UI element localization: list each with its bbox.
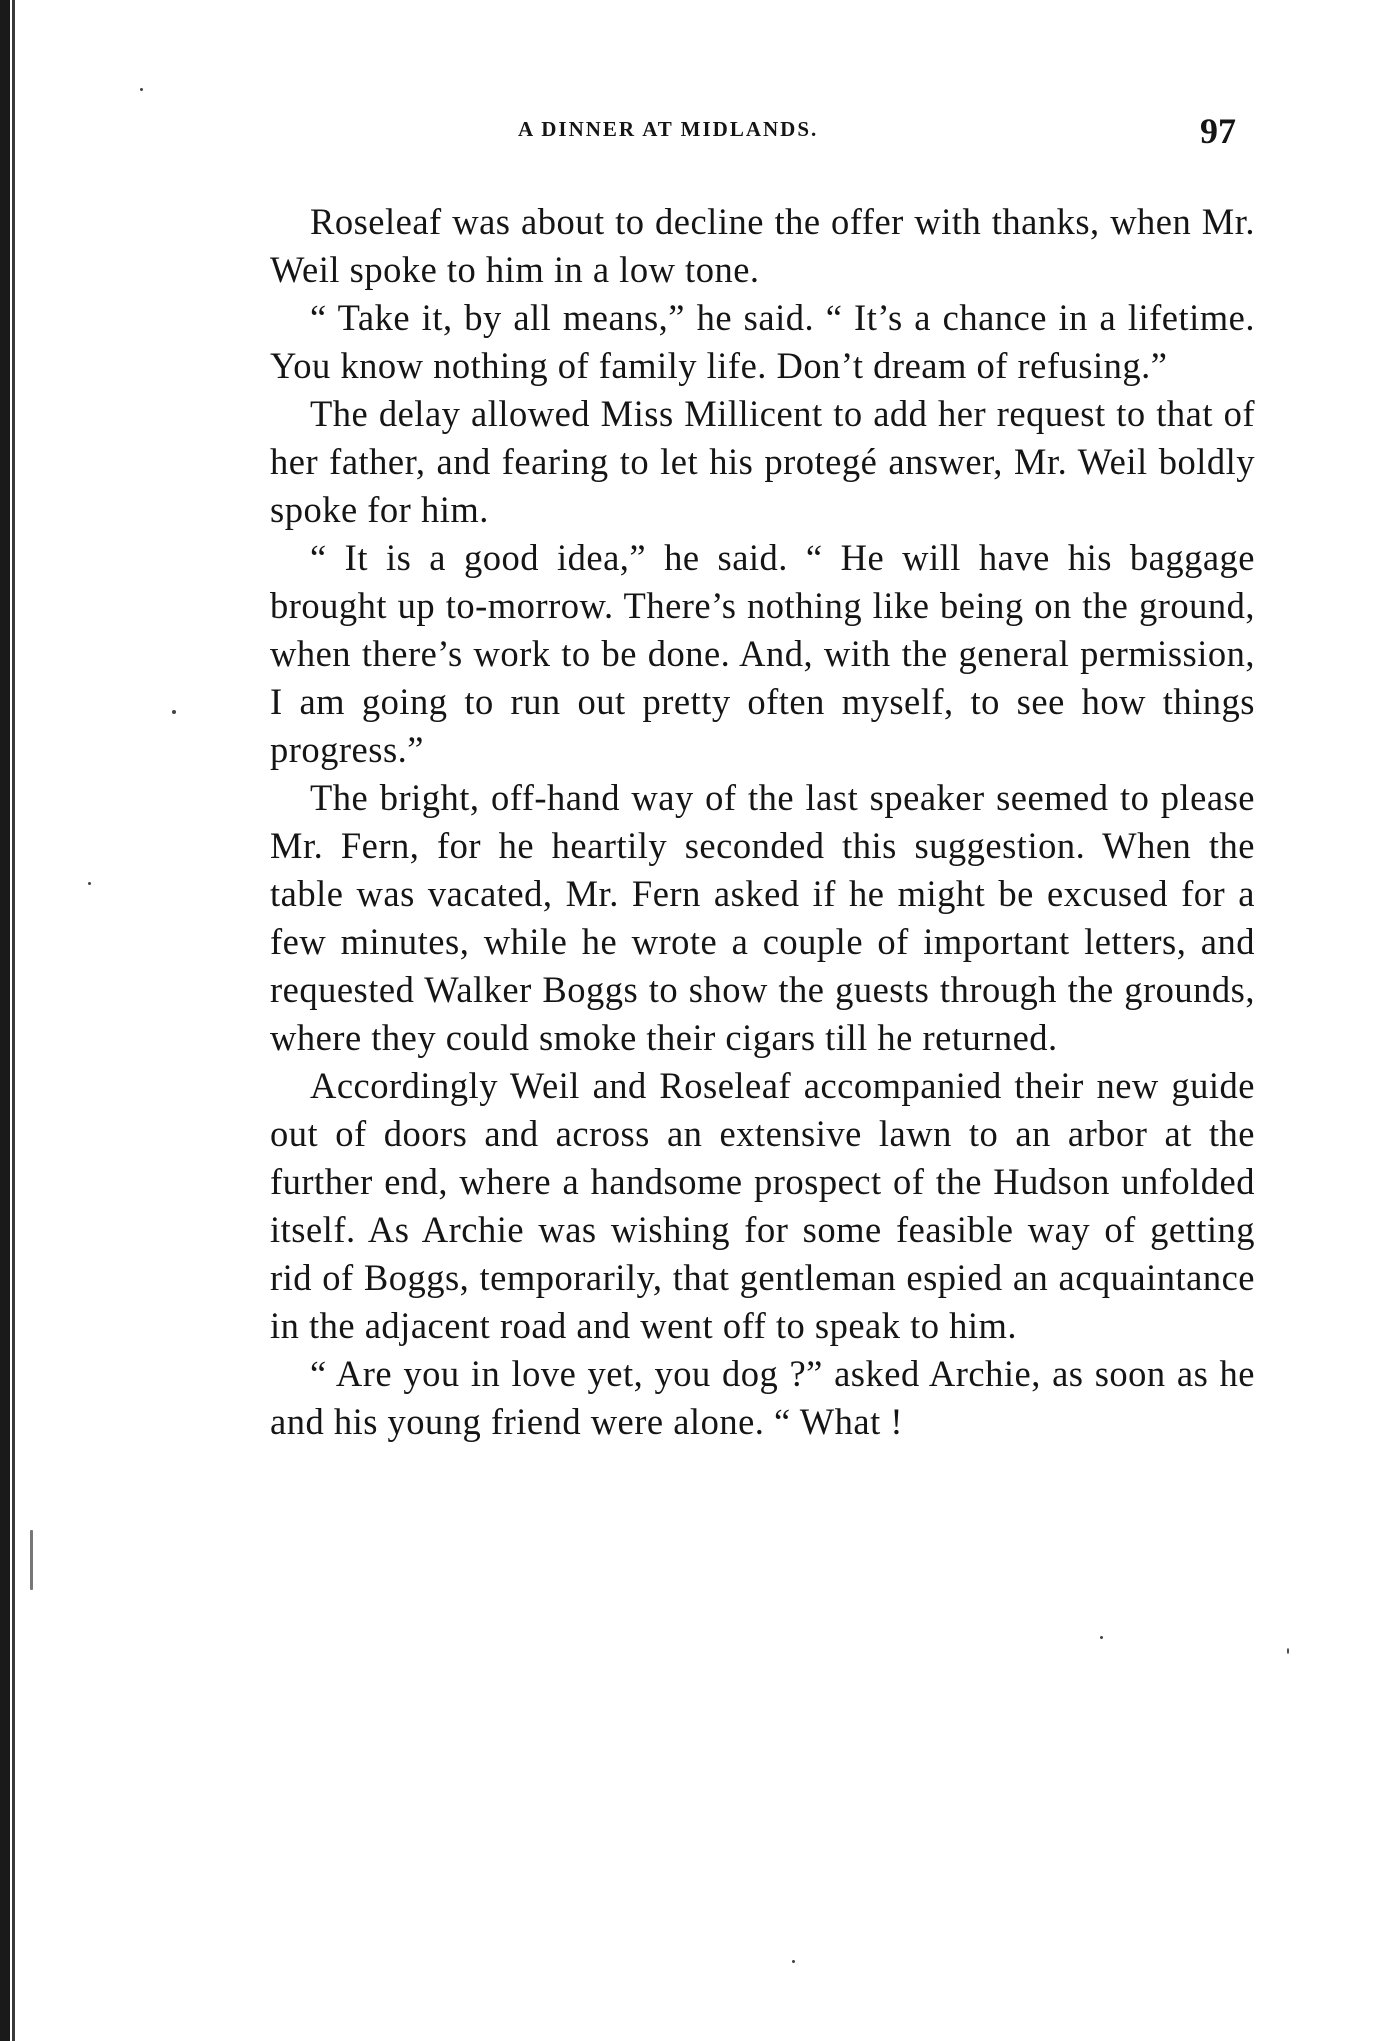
print-speck [1100,1636,1103,1639]
print-speck [1287,1648,1289,1654]
print-speck [792,1960,795,1963]
print-speck [30,1530,33,1590]
body-text [270,198,1255,1446]
paragraph: The bright, off-hand way of the last speaker seemed to please Mr. Fern, for he heartily seconded this suggestion. When the table was vacated, Mr. Fern asked if he might be excused for a few minutes, while he wrote a couple of important letters, and requested Walker Boggs to show the guests through the grounds, where they could smoke their cigars till he returned. [270,777,1255,1058]
running-head: A DINNER AT MIDLANDS. [518,117,819,141]
page-binding-shadow [12,0,15,2041]
paragraph: “ Are you in love yet, you dog ?” asked Archie, as soon as he and his young friend were alone. “ What ! [270,1353,1255,1442]
print-speck [172,710,176,714]
paragraph: “ Take it, by all means,” he said. “ It’s a chance in a lifetime. You know nothing of family life. Don’t dream of refusing.” [270,297,1255,386]
paragraph: “ It is a good idea,” he said. “ He will have his baggage brought up to-morrow. There’s nothing like being on the ground, when there’s work to be done. And, with the general permission, I am going to run out pretty often myself, to see how things progress.” [270,537,1255,770]
print-speck [88,882,91,885]
paragraph: Roseleaf was about to decline the offer with thanks, when Mr. Weil spoke to him in a low tone. [270,201,1255,290]
paragraph: The delay allowed Miss Millicent to add her request to that of her father, and fearing to let his protegé answer, Mr. Weil boldly spoke for him. [270,393,1255,530]
page-number: 97 [1200,111,1236,151]
page-binding-edge [0,0,10,2041]
paragraph: Accordingly Weil and Roseleaf accompanied their new guide out of doors and across an extensive lawn to an arbor at the further end, where a handsome prospect of the Hudson unfolded itself. As Archie was wishing for some feasible way of getting rid of Boggs, temporarily, that gentleman espied an acquaintance in the adjacent road and went off to speak to him. [270,1065,1255,1346]
print-speck [140,88,143,91]
